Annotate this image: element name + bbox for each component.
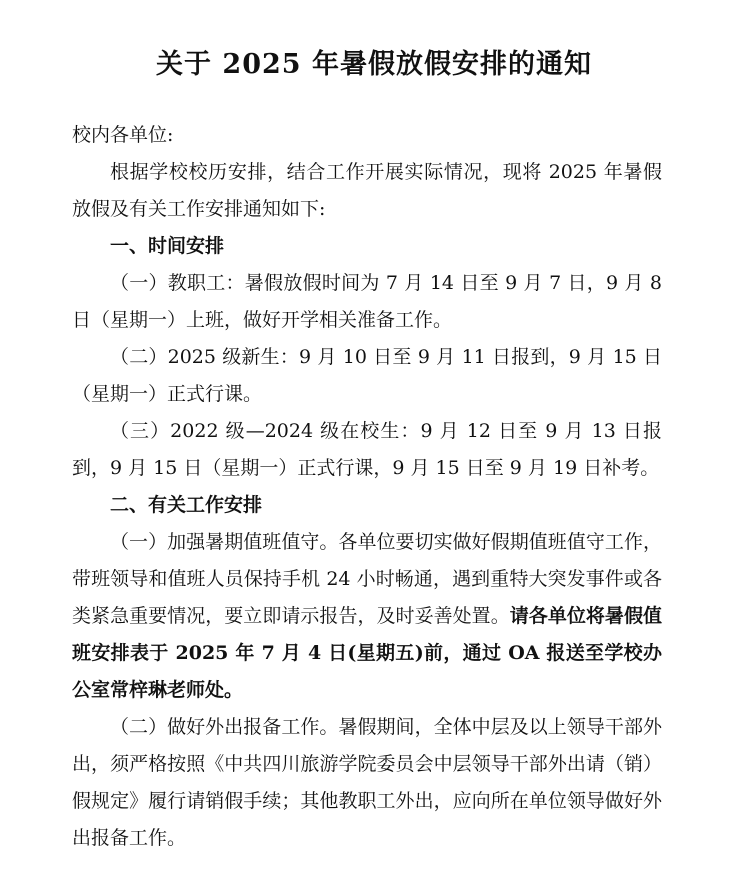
work-item-reporting: （二）做好外出报备工作。暑假期间，全体中层及以上领导干部外出，须严格按照《中共四川旅游学院委员会中层领导干部外出请（销）假规定》履行请销假手续；其他教职工外出，应向所在单位领导做好外出报备工作。 (72, 716, 662, 849)
work-item-duty (72, 524, 662, 709)
time-item-freshmen: （二）2025 级新生：9 月 10 日至 9 月 11 日报到，9 月 15 日（星期一）正式行课。 (72, 346, 662, 405)
intro-paragraph: 根据学校校历安排，结合工作开展实际情况，现将 2025 年暑假放假及有关工作安排通知如下: (72, 161, 662, 220)
document-title: 关于 2025 年暑假放假安排的通知 (156, 49, 592, 80)
time-item-staff: （一）教职工：暑假放假时间为 7 月 14 日至 9 月 7 日，9 月 8 日（星期一）上班，做好开学相关准备工作。 (72, 272, 662, 331)
work-item-duty-text: （一）加强暑期值班值守。各单位要切实做好假期值班值守工作，带班领导和值班人员保持手机 24 小时畅通，遇到重特大突发事件或各类紧急重要情况，要立即请示报告，及时妥善处置。 (72, 531, 662, 627)
section-heading-time: 一、时间安排 (110, 235, 225, 257)
salutation: 校内各单位: (72, 124, 174, 146)
work-item-duty-emphasis: 请各单位将暑假值班安排表于 2025 年 7 月 4 日(星期五)前，通过 OA 报送至学校办公室常梓琳老师处。 (72, 605, 662, 701)
time-item-current-students: （三）2022 级—2024 级在校生：9 月 12 日至 9 月 13 日报到，9 月 15 日（星期一）正式行课，9 月 15 日至 9 月 19 日补考。 (72, 420, 662, 479)
section-heading-work: 二、有关工作安排 (110, 494, 263, 516)
